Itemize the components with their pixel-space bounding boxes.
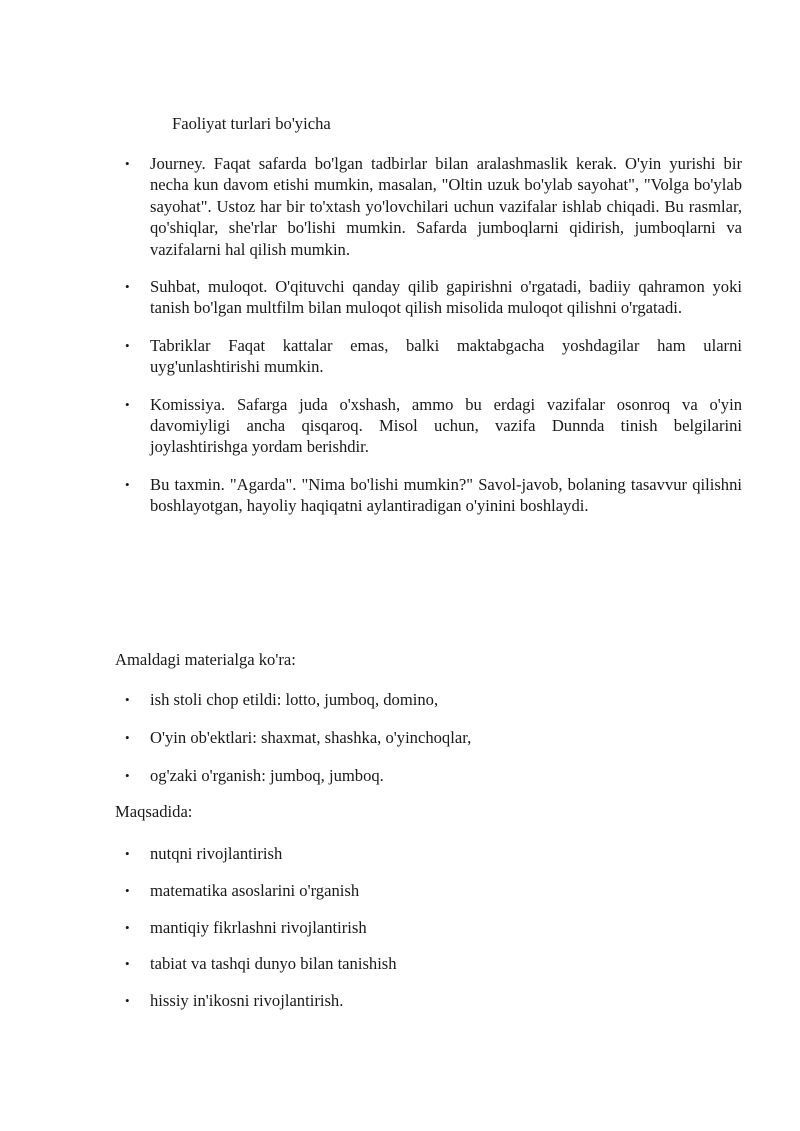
purpose-list [115, 843, 742, 1027]
bullet-icon: • [125, 692, 130, 707]
list-item [115, 917, 742, 938]
list-item-text: Bu taxmin. "Agarda". "Nima bo'lishi mumkin?" Savol-javob, bolaning tasavvur qilishni boshlayotgan, hayoliy haqiqatni aylantiradigan o'yinini boshlaydi. [150, 474, 742, 516]
list-item [115, 953, 742, 974]
bullet-icon: • [125, 279, 130, 295]
list-item-text: O'yin ob'ektlari: shaxmat, shashka, o'yinchoqlar, [150, 728, 472, 747]
material-list [115, 689, 742, 803]
list-item-text: matematika asoslarini o'rganish [150, 880, 360, 900]
list-item [115, 153, 742, 260]
list-item-text: hissiy in'ikosni rivojlantirish. [150, 991, 344, 1011]
bullet-icon: • [125, 396, 130, 412]
list-item-text: Komissiya. Safarga juda o'xshash, ammo bu erdagi vazifalar osonroq va o'yin davomiyligi ancha qisqaroq. Misol uchun, vazifa Dunnda tinish belgilarini joylashtirishga yordam berishdir. [150, 394, 742, 457]
list-item-text: og'zaki o'rganish: jumboq, jumboq. [150, 766, 384, 785]
list-item-text: nutqni rivojlantirish [150, 844, 283, 863]
purpose-section-title: Maqsadida: [115, 802, 193, 821]
list-item-text: mantiqiy fikrlashni rivojlantirish [150, 917, 367, 937]
list-item-text: Tabriklar Faqat kattalar emas, balki maktabgacha yoshdagilar ham ularni uyg'unlashtirishi mumkin. [150, 335, 742, 377]
list-item [115, 765, 742, 786]
bullet-icon: • [125, 919, 130, 935]
bullet-icon: • [125, 730, 130, 745]
bullet-icon: • [125, 768, 130, 783]
list-item [115, 474, 742, 517]
activity-types-heading: Faoliyat turlari bo'yicha [172, 114, 331, 133]
list-item [115, 880, 742, 901]
bullet-icon: • [125, 846, 130, 861]
list-item [115, 394, 742, 458]
list-item-text: ish stoli chop etildi: lotto, jumboq, domino, [150, 690, 439, 709]
bullet-icon: • [125, 956, 130, 972]
list-item [115, 990, 742, 1011]
bullet-icon: • [125, 476, 130, 492]
list-item [115, 276, 742, 319]
list-item [115, 689, 742, 710]
list-item [115, 727, 742, 748]
list-item [115, 843, 742, 864]
list-item-text: Suhbat, muloqot. O'qituvchi qanday qilib gapirishni o'rgatadi, badiiy qahramon yoki tanish bo'lgan multfilm bilan muloqot qilish misolida muloqot qilishni o'rgatadi. [150, 277, 742, 318]
bullet-icon: • [125, 156, 130, 171]
list-item-text: tabiat va tashqi dunyo bilan tanishish [150, 954, 397, 974]
bullet-icon: • [125, 882, 130, 898]
bullet-icon: • [125, 337, 130, 353]
bullet-icon: • [125, 993, 130, 1009]
list-item [115, 335, 742, 378]
activity-types-list [115, 153, 742, 533]
material-section-title: Amaldagi materialga ko'ra: [115, 650, 296, 669]
list-item-text: Journey. Faqat safarda bo'lgan tadbirlar bilan aralashmaslik kerak. O'yin yurishi bir necha kun davom etishi mumkin, masalan, "Oltin uzuk bo'ylab sayohat", "Volga bo'ylab sayohat". Ustoz har bir to'xtash yo'lovchilari uchun vazifalar ishlab chiqadi. Bu rasmlar, qo'shiqlar, she'rlar bo'lishi mumkin. Safarda jumboqlarni qidirish, jumboqlarni va vazifalarni hal qilish mumkin. [150, 154, 742, 259]
